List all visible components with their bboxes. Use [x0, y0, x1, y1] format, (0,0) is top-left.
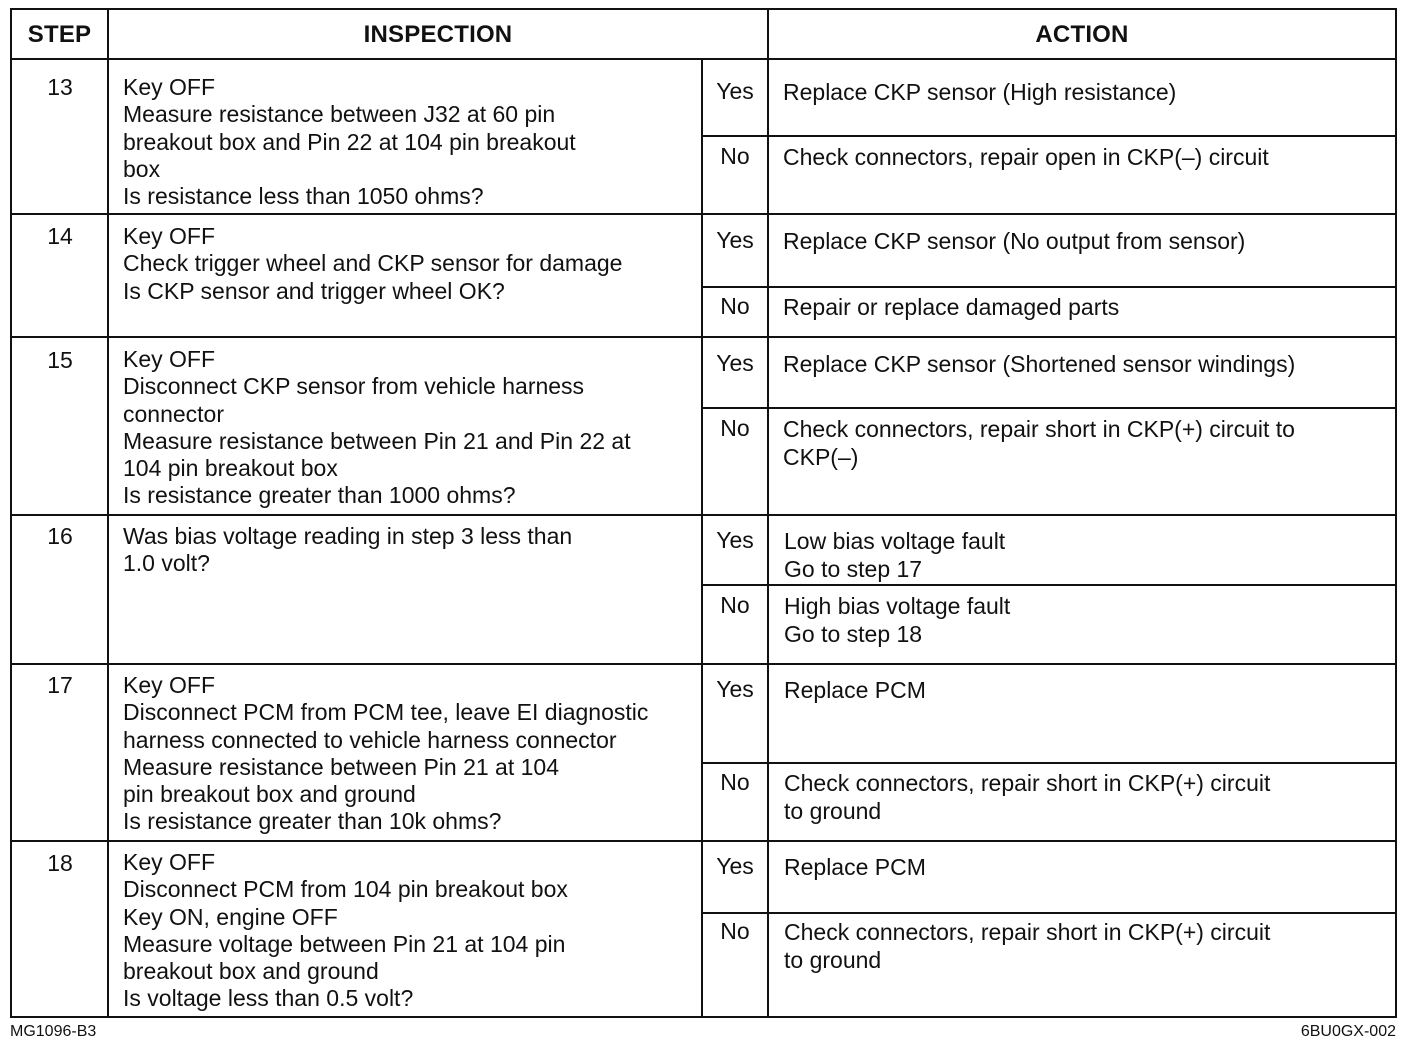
inspection-text: Key OFF Measure resistance between J32 at 60 pin breakout box and Pin 22 at 104 pin breakout box Is resistance less than 1050 ohms? — [123, 74, 576, 210]
step-number: 17 — [47, 672, 73, 698]
yes-action: Replace PCM — [784, 854, 926, 880]
figure-code-left: MG1096-B3 — [10, 1023, 97, 1040]
yes-action: Replace CKP sensor (High resistance) — [783, 79, 1177, 105]
no-label: No — [720, 918, 750, 944]
inspection-text: Was bias voltage reading in step 3 less than 1.0 volt? — [123, 523, 573, 577]
header-action: ACTION — [1035, 21, 1129, 48]
yes-action: Replace CKP sensor (No output from sensor) — [783, 228, 1246, 254]
yes-label: Yes — [716, 227, 754, 253]
row-divider — [12, 663, 1395, 665]
step-number: 18 — [47, 850, 73, 876]
no-label: No — [720, 415, 750, 441]
inspection-text: Key OFF Check trigger wheel and CKP sensor for damage Is CKP sensor and trigger wheel OK? — [123, 223, 623, 304]
yes-no-divider — [701, 912, 1395, 914]
row-divider — [12, 213, 1395, 215]
yes-no-divider — [701, 584, 1395, 586]
no-action: Repair or replace damaged parts — [783, 294, 1120, 320]
yes-label: Yes — [716, 350, 754, 376]
yes-action: Replace PCM — [784, 677, 926, 703]
yes-no-divider — [701, 135, 1395, 137]
inspection-text: Key OFF Disconnect PCM from PCM tee, leave EI diagnostic harness connected to vehicle harness connector Measure resistance between Pin 21 at 104 pin breakout box and ground Is resistance greater than 10k ohms? — [123, 672, 649, 835]
no-label: No — [720, 592, 750, 618]
figure-code-right: 6BU0GX-002 — [1300, 1023, 1396, 1040]
step-number: 13 — [47, 74, 73, 100]
no-label: No — [720, 143, 750, 169]
divider-inspection-action — [767, 10, 769, 1016]
step-number: 15 — [47, 347, 73, 373]
no-action: Check connectors, repair short in CKP(+) circuit to CKP(–) — [783, 416, 1295, 470]
yes-label: Yes — [716, 527, 754, 553]
step-number: 16 — [47, 523, 73, 549]
yes-no-divider — [701, 407, 1395, 409]
inspection-text: Key OFF Disconnect CKP sensor from vehicle harness connector Measure resistance between Pin 21 and Pin 22 at 104 pin breakout box Is resistance greater than 1000 ohms? — [123, 346, 631, 509]
no-action: Check connectors, repair short in CKP(+) circuit to ground — [784, 770, 1271, 824]
header-step: STEP — [27, 21, 92, 48]
yes-no-divider — [701, 762, 1395, 764]
no-action: Check connectors, repair open in CKP(–) circuit — [783, 144, 1269, 170]
yes-label: Yes — [716, 853, 754, 879]
row-divider — [12, 336, 1395, 338]
no-label: No — [720, 769, 750, 795]
row-divider — [12, 514, 1395, 516]
yes-action: Replace CKP sensor (Shortened sensor windings) — [783, 351, 1296, 377]
row-divider — [12, 840, 1395, 842]
no-action: Check connectors, repair short in CKP(+) circuit to ground — [784, 919, 1271, 973]
diagnostic-table — [10, 8, 1397, 1018]
no-action: High bias voltage fault Go to step 18 — [784, 593, 1011, 647]
yes-label: Yes — [716, 78, 754, 104]
header-inspection: INSPECTION — [363, 21, 513, 48]
yes-no-divider — [701, 286, 1395, 288]
yes-label: Yes — [716, 676, 754, 702]
inspection-text: Key OFF Disconnect PCM from 104 pin breakout box Key ON, engine OFF Measure voltage between Pin 21 at 104 pin breakout box and ground Is voltage less than 0.5 volt? — [123, 849, 568, 1012]
yes-action: Low bias voltage fault Go to step 17 — [784, 528, 1006, 582]
step-number: 14 — [47, 223, 73, 249]
no-label: No — [720, 293, 750, 319]
